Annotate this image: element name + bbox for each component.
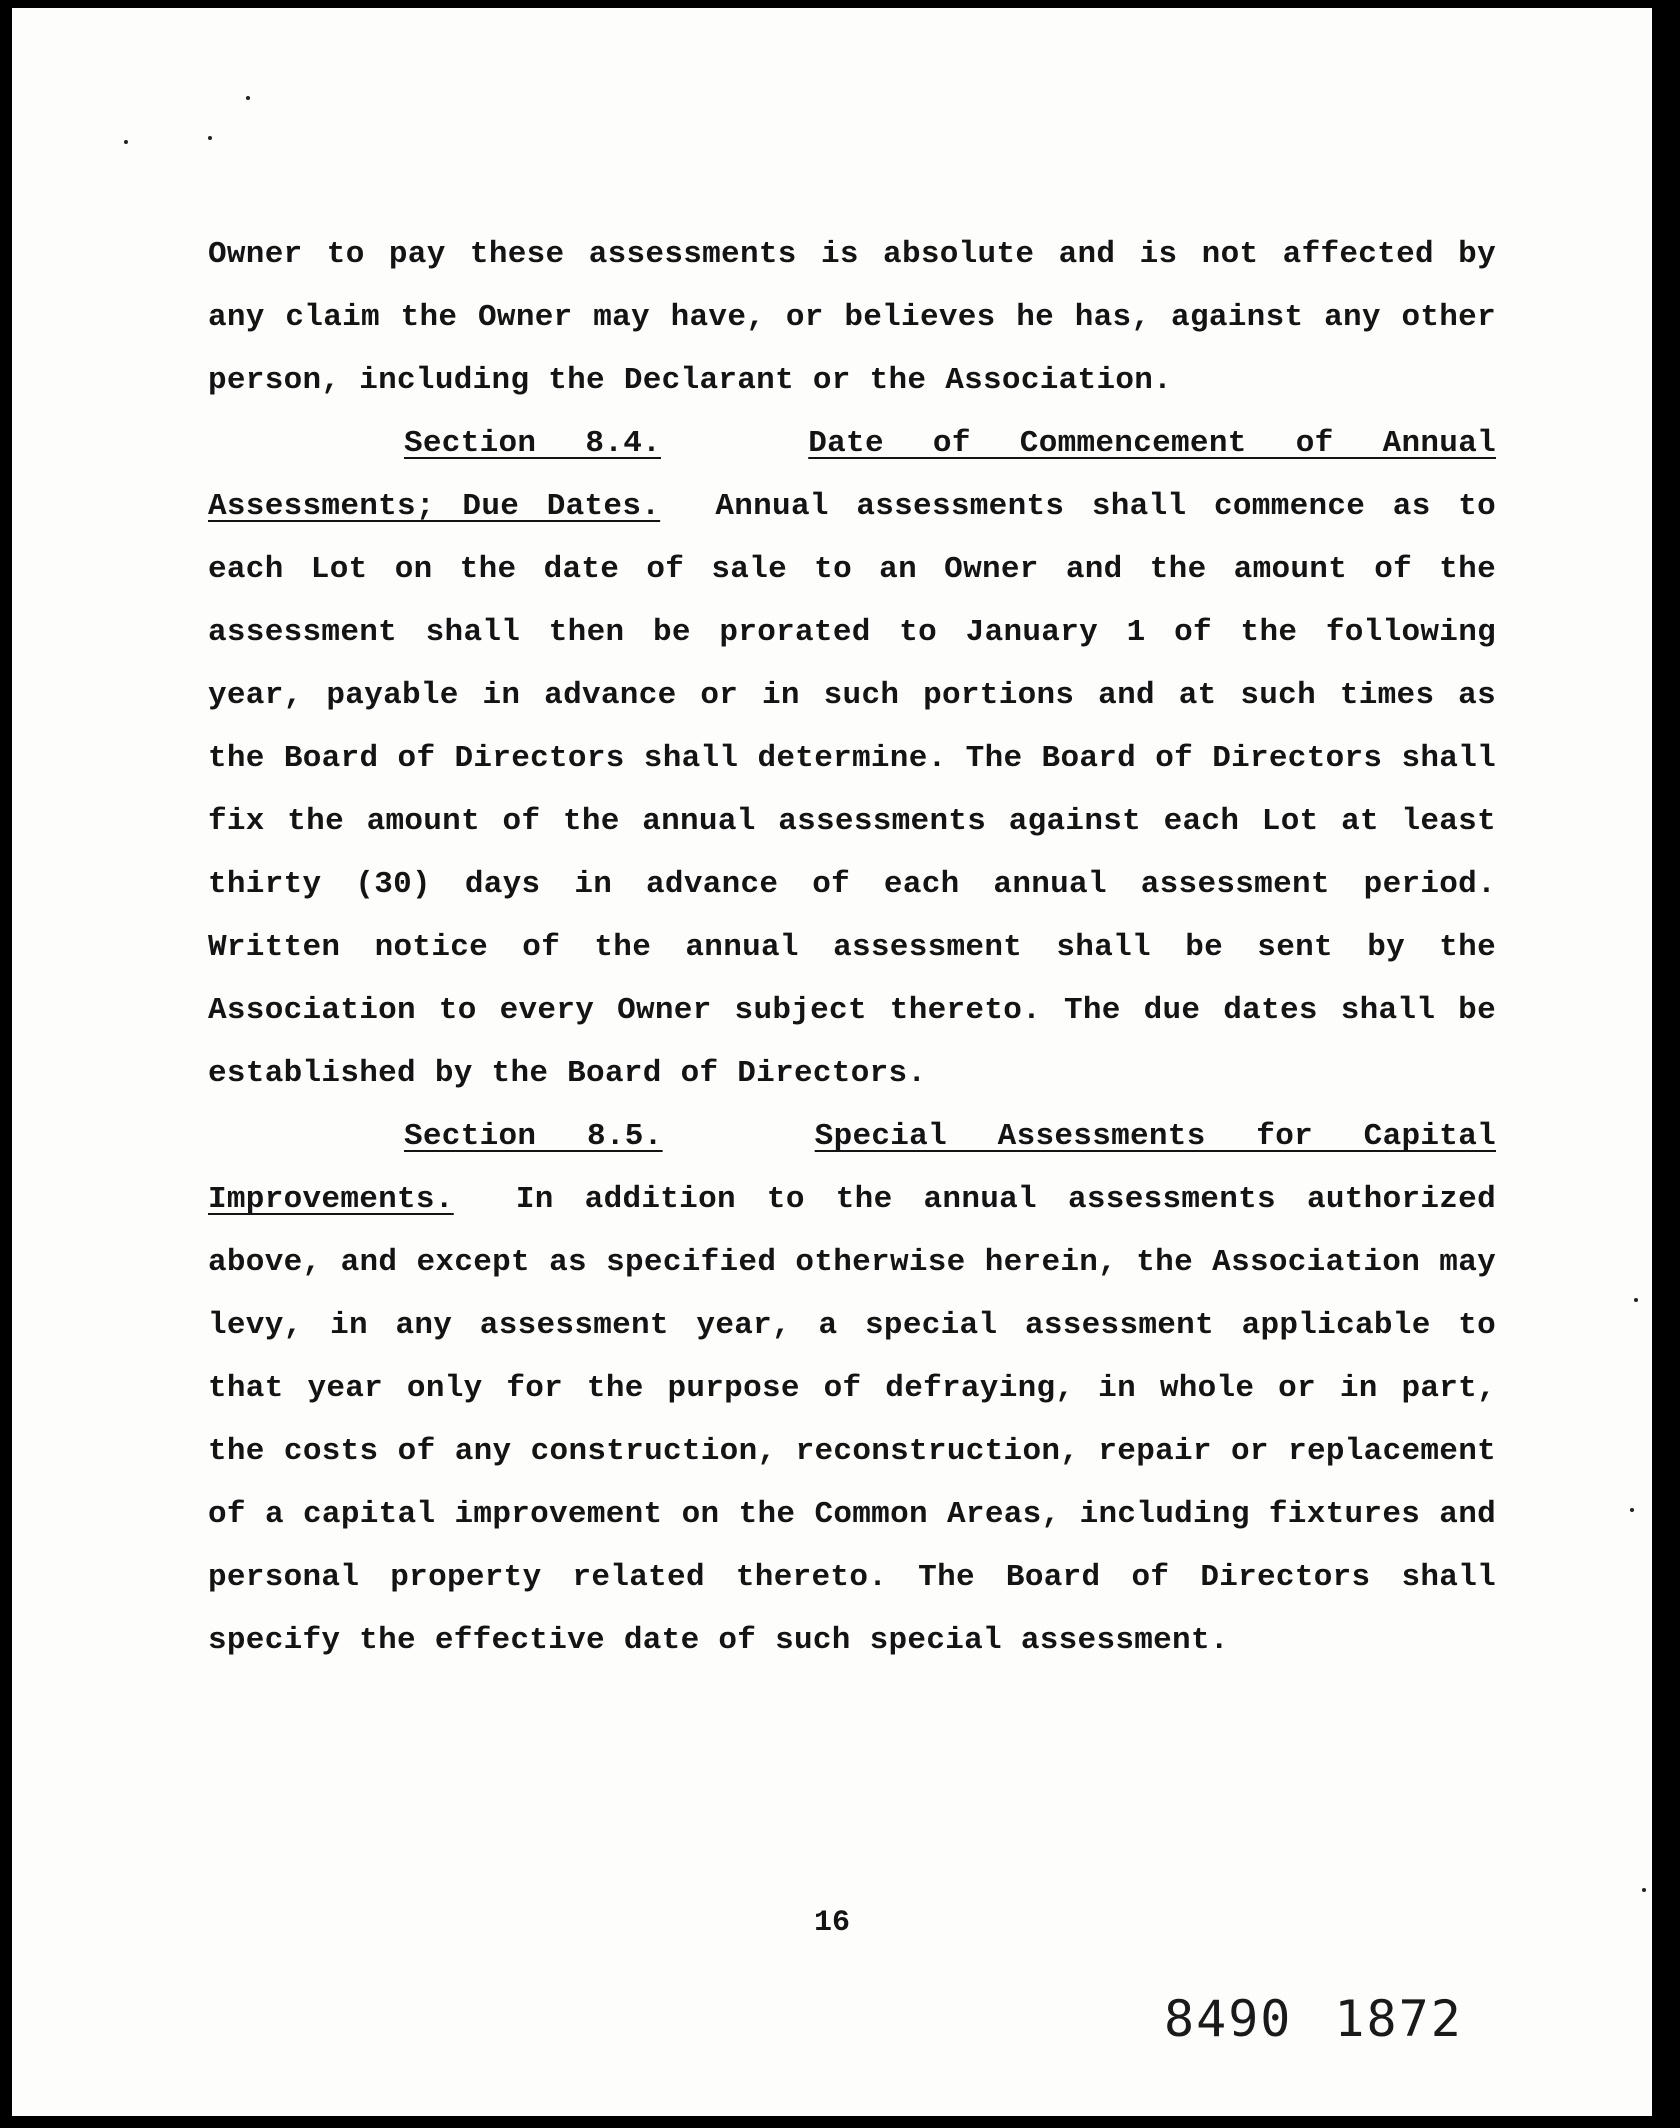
section-number: Section 8.5. [404,1119,663,1154]
paragraph-text: In addition to the annual assessments authorized above, and except as specified otherwise herein, the Association may levy, in any assessment year, a special assessment applicable to that year only for the purpose of defraying, in whole or in part, the costs of any construction, reconstruction, repair or replacement of a capital improvement on the Common Areas, including fixtures and personal property related thereto. The Board of Directors shall specify the effective date of such special assessment. [208,1182,1496,1658]
scan-speck [1634,1298,1638,1302]
paragraph-section-8-5 [208,1105,1496,1672]
paragraph-text: Owner to pay these assessments is absolute and is not affected by any claim the Owner may have, or believes he has, against any other person, including the Declarant or the Association. [208,237,1496,398]
paragraph-continuation [208,223,1496,412]
document-id [1164,1990,1463,2048]
scan-speck [1630,1508,1634,1512]
section-title: Date of Commencement of Annual Assessments; Due Dates. [208,426,1496,524]
paragraph-section-8-4 [208,412,1496,1105]
document-id-book: 8490 [1164,1990,1293,2048]
section-title: Special Assessments for Capital Improvements. [208,1119,1496,1217]
scan-speck [1642,1888,1646,1892]
section-number: Section 8.4. [404,426,662,461]
page-number: 16 [813,1906,850,1940]
document-id-page: 1872 [1334,1990,1463,2048]
scan-speck [124,140,128,144]
scan-speck [246,96,250,100]
body-text [208,223,1496,1672]
scan-speck [208,136,212,140]
document-page [12,8,1652,2116]
paragraph-text: Annual assessments shall commence as to each Lot on the date of sale to an Owner and the amount of the assessment shall then be prorated to January 1 of the following year, payable in advance or in such portions and at such times as the Board of Directors shall determine. The Board of Directors shall fix the amount of the annual assessments against each Lot at least thirty (30) days in advance of each annual assessment period. Written notice of the annual assessment shall be sent by the Association to every Owner subject thereto. The due dates shall be established by the Board of Directors. [208,489,1496,1091]
